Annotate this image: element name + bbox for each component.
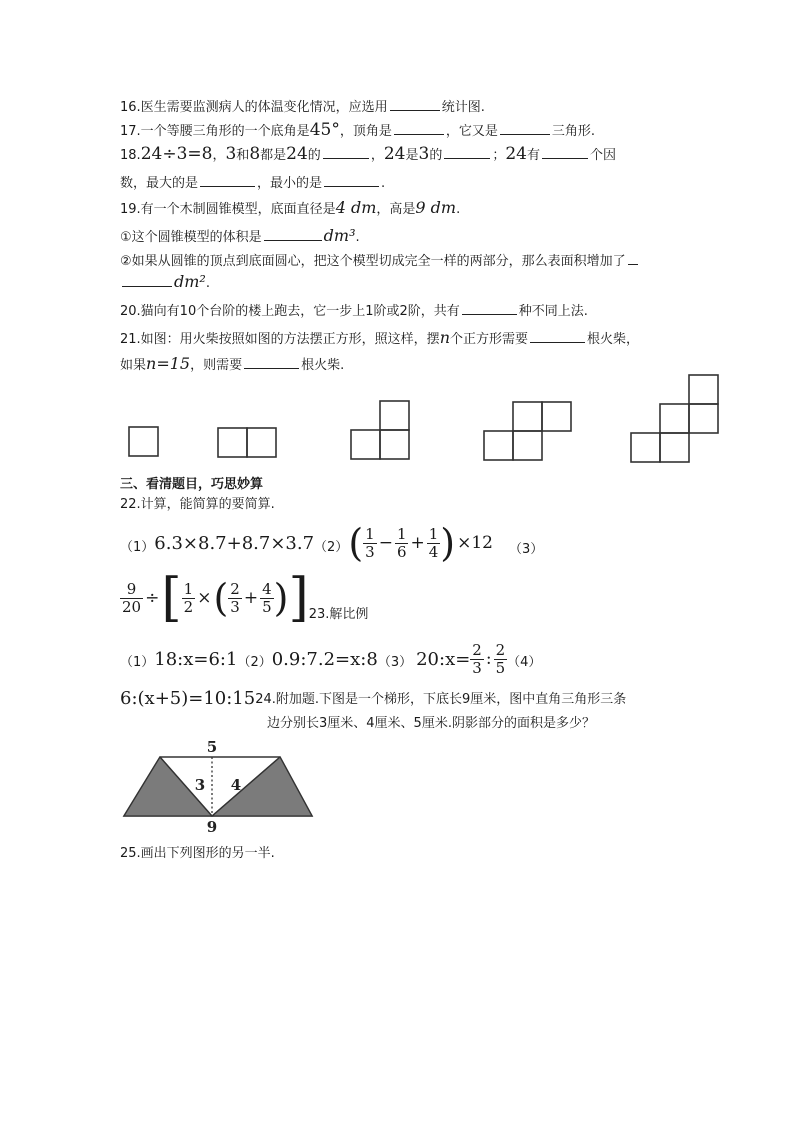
q22-label-2: （2） xyxy=(314,540,349,555)
q19-unit-1: dm³ xyxy=(323,226,356,245)
q22-frac-1-2: $\frac{1}{2}$ xyxy=(183,579,194,616)
q19-unit-2: dm² xyxy=(174,272,206,291)
q22-inner-paren-open: ( xyxy=(213,576,229,620)
q21-text-c: 根火柴， xyxy=(587,332,640,347)
q18-is: 是 xyxy=(405,148,419,163)
q20-text: 20.猫向有10个台阶的楼上跑去，它一步上1阶或2阶，共有 xyxy=(120,304,460,319)
q23-colon: : xyxy=(485,649,492,669)
q19-blank-volume[interactable] xyxy=(264,228,322,241)
q18-equation: 24÷3=8 xyxy=(140,144,213,164)
q21-blank-n[interactable] xyxy=(530,330,585,343)
pattern-3-a xyxy=(351,430,380,459)
question-22-title: 22.计算，能简算的要简算. xyxy=(120,497,275,512)
q24-text-a: 24.附加题.下图是一个梯形，下底长9厘米，图中直角三角形三条 xyxy=(255,692,627,707)
q22-plus-2: + xyxy=(243,588,259,608)
question-17 xyxy=(120,122,595,140)
q22-expression-1: 6.3×8.7+8.7×3.7 xyxy=(154,532,315,554)
pattern-3-c xyxy=(380,401,409,430)
q22-frac-2-3: $\frac{2}{3}$ xyxy=(230,579,240,616)
q19-end-2: . xyxy=(205,276,210,291)
q22-plus: + xyxy=(410,533,425,553)
q23-label-3: （3） xyxy=(377,655,413,670)
q23-equation-1: 18:x=6:1 xyxy=(154,648,238,670)
q19-blank-area[interactable] xyxy=(122,274,172,287)
pattern-3-b xyxy=(380,430,409,459)
q22-frac-4-5: $\frac{4}{5}$ xyxy=(262,579,272,616)
label-bottom: 9 xyxy=(206,818,218,836)
q18-line2-c: . xyxy=(381,176,386,191)
question-18-line-2 xyxy=(120,174,385,192)
q23-label-1: （1） xyxy=(120,655,155,670)
q22-label-1: （1） xyxy=(120,540,155,555)
q22-times-12: ×12 xyxy=(457,533,493,553)
q22-times: × xyxy=(197,588,212,608)
question-22-row xyxy=(120,513,543,573)
q18-of-b: 的 xyxy=(429,148,443,163)
q18-blank-1[interactable] xyxy=(323,146,369,159)
pattern-5-e xyxy=(689,375,718,404)
q23-frac-2-5: $\frac{2}{5}$ xyxy=(495,640,506,677)
q19-height: 9 dm xyxy=(415,198,457,217)
q21-line2-c: 根火柴. xyxy=(301,358,345,373)
q22-minus: − xyxy=(378,533,393,553)
q18-num-24b: 24 xyxy=(383,144,406,164)
q19-diameter: 4 dm xyxy=(335,198,377,217)
pattern-2-a xyxy=(218,428,247,457)
q18-sep-2: ； xyxy=(492,148,506,163)
q22-frac-9-20: $\frac{9}{20}$ xyxy=(122,579,142,616)
q23-equation-3: 20:x= xyxy=(416,648,471,670)
q21-text-b: 个正方形需要 xyxy=(450,332,529,347)
question-19 xyxy=(120,200,460,218)
pattern-4-a xyxy=(484,431,513,460)
q18-blank-2[interactable] xyxy=(444,146,490,159)
q18-comma: ， xyxy=(212,148,226,163)
label-right: 4 xyxy=(230,776,242,794)
question-25: 25.画出下列图形的另一半. xyxy=(120,846,275,861)
q18-prefix: 18. xyxy=(120,148,141,163)
q18-blank-3[interactable] xyxy=(542,146,588,159)
q18-num-3b: 3 xyxy=(418,144,430,164)
q16-text-end: 统计图. xyxy=(441,100,485,115)
question-23-24-row xyxy=(120,683,626,709)
question-19-sub-2 xyxy=(120,252,640,270)
q22-bracket-open: [ xyxy=(161,568,182,628)
q17-blank-apex[interactable] xyxy=(394,122,444,135)
q18-num-8: 8 xyxy=(249,144,261,164)
q18-num-24a: 24 xyxy=(286,144,308,164)
q17-text-d: 三角形. xyxy=(551,124,595,139)
q19-text: 19.有一个木制圆锥模型，底面直径是 xyxy=(120,202,336,217)
q17-text: 17.一个等腰三角形的一个底角是 xyxy=(120,124,310,139)
pattern-5-a xyxy=(631,433,660,462)
question-21 xyxy=(120,330,639,348)
q22-frac-1-4: $\frac{1}{4}$ xyxy=(428,524,439,561)
q18-are: 都是 xyxy=(260,148,287,163)
question-18 xyxy=(120,146,616,164)
q23-label-4: （4） xyxy=(507,655,542,670)
question-19-sub-2-line-2 xyxy=(120,274,210,292)
q21-n: n xyxy=(439,328,450,347)
q22-bracket-close: ] xyxy=(288,568,309,628)
q20-blank[interactable] xyxy=(462,302,517,315)
q17-text-c: ，它又是 xyxy=(445,124,498,139)
pattern-4-b xyxy=(513,431,542,460)
pattern-5-c xyxy=(660,404,689,433)
q23-label-2: （2） xyxy=(237,655,272,670)
q18-has: 有 xyxy=(526,148,540,163)
question-23-row xyxy=(120,634,541,684)
q19-sub2-text: ②如果从圆锥的顶点到底面圆心，把这个模型切成完全一样的两部分，那么表面积增加了 xyxy=(120,254,626,269)
q21-line2-a: 如果 xyxy=(120,358,147,373)
q18-line2-a: 数，最大的是 xyxy=(120,176,199,191)
q18-sep-1: ， xyxy=(370,148,384,163)
q18-and: 和 xyxy=(236,148,250,163)
q23-frac-2-3: $\frac{2}{3}$ xyxy=(472,640,482,677)
pattern-1 xyxy=(129,427,158,456)
q21-text: 21.如图：用火柴按照如图的方法摆正方形，照这样，摆 xyxy=(120,332,440,347)
q21-blank-15[interactable] xyxy=(244,356,299,369)
q18-factors: 个因 xyxy=(590,148,617,163)
trapezoid-figure xyxy=(120,736,316,836)
q18-num-3: 3 xyxy=(225,144,237,164)
question-23-title: 23.解比例 xyxy=(308,607,369,622)
q16-blank[interactable] xyxy=(390,98,440,111)
q19-text-b: ，高是 xyxy=(376,202,416,217)
q16-text: 16.医生需要监测病人的体温变化情况，应选用 xyxy=(120,100,388,115)
section-3-heading: 三、看清题目，巧思妙算 xyxy=(120,477,264,492)
q23-equation-2: 0.9:7.2=x:8 xyxy=(271,648,378,670)
q23-equation-4: 6:(x+5)=10:15 xyxy=(120,688,256,709)
question-19-sub-1 xyxy=(120,228,360,246)
q22-paren-close: ) xyxy=(440,521,456,565)
question-20 xyxy=(120,302,588,320)
pattern-5-b xyxy=(660,433,689,462)
q19-sub1-text: ①这个圆锥模型的体积是 xyxy=(120,230,262,245)
q22-divide: ÷ xyxy=(145,588,160,608)
question-16 xyxy=(120,98,485,116)
pattern-4-c xyxy=(513,402,542,431)
q19-blank-area-start xyxy=(628,252,638,265)
label-left: 3 xyxy=(194,776,206,794)
q18-of-a: 的 xyxy=(307,148,321,163)
q18-num-24c: 24 xyxy=(505,144,527,164)
q17-text-b: ，顶角是 xyxy=(339,124,392,139)
q18-blank-max[interactable] xyxy=(200,174,255,187)
q21-condition: n=15 xyxy=(146,354,191,373)
q21-line2-b: ，则需要 xyxy=(190,358,243,373)
label-top: 5 xyxy=(206,738,218,756)
q22-label-3: （3） xyxy=(509,542,544,557)
pattern-4-d xyxy=(542,402,571,431)
q18-line2-b: ，最小的是 xyxy=(257,176,323,191)
q22-paren-open: ( xyxy=(348,521,364,565)
q20-text-end: 种不同上法. xyxy=(518,304,588,319)
q19-text-c: . xyxy=(456,202,461,217)
pattern-2-b xyxy=(247,428,276,457)
question-24-line-2: 边分别长3厘米、4厘米、5厘米.阴影部分的面积是多少？ xyxy=(267,716,595,731)
q17-blank-type[interactable] xyxy=(500,122,550,135)
pattern-5-d xyxy=(689,404,718,433)
q17-angle: 45° xyxy=(309,120,340,140)
q22-frac-1-3: $\frac{1}{3}$ xyxy=(365,524,375,561)
q22-inner-paren-close: ) xyxy=(273,576,289,620)
q18-blank-min[interactable] xyxy=(324,174,379,187)
question-22-expression-3 xyxy=(120,566,368,630)
matchstick-squares-figure xyxy=(120,370,730,470)
q19-end-1: . xyxy=(355,230,360,245)
q22-frac-1-6: $\frac{1}{6}$ xyxy=(396,524,407,561)
